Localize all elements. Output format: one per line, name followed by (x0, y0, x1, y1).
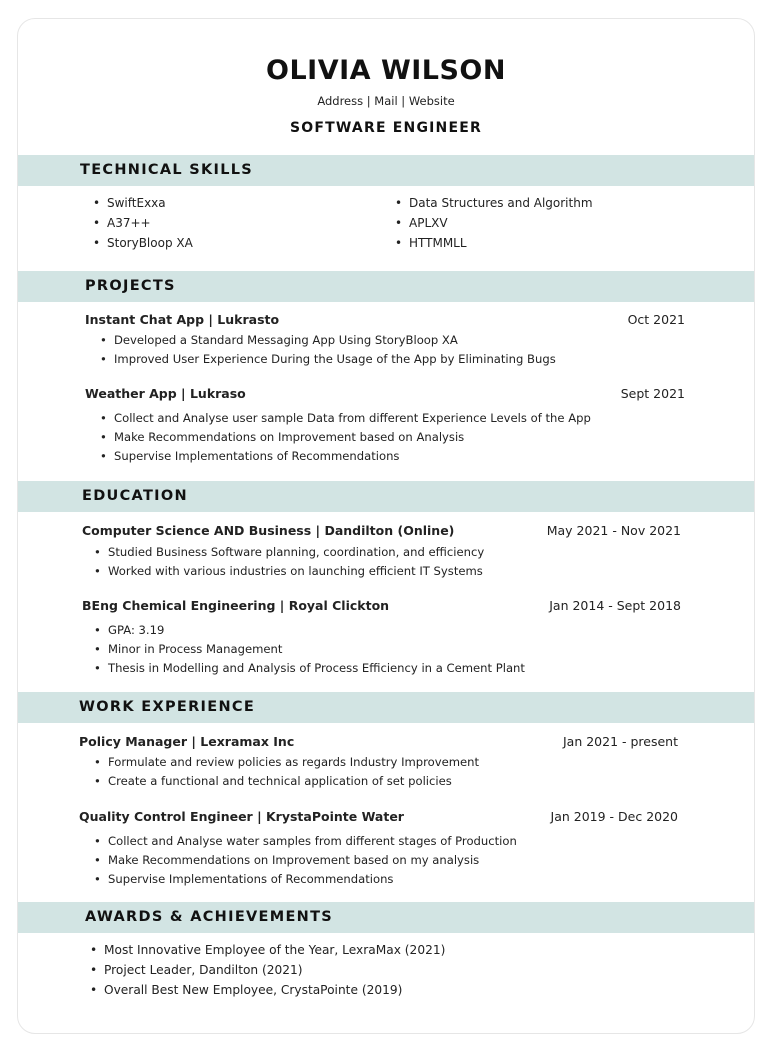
skill-item: • StoryBloop XA (107, 236, 193, 250)
skill-item: • A37++ (107, 216, 151, 230)
contact-line: Address | Mail | Website (317, 94, 455, 108)
award-item: • Overall Best New Employee, CrystaPointe (2019) (104, 983, 402, 997)
entry-date: Jan 2014 - Sept 2018 (549, 598, 681, 613)
section-title-education: EDUCATION (82, 488, 188, 504)
entry-date: May 2021 - Nov 2021 (546, 523, 681, 538)
entry-date: Jan 2019 - Dec 2020 (550, 809, 678, 824)
entry-bullet: • Collect and Analyse water samples from different stages of Production (108, 832, 517, 851)
skill-item: • APLXV (409, 216, 448, 230)
section-band-education (18, 481, 754, 512)
entry-bullet: • Make Recommendations on Improvement based on my analysis (108, 851, 479, 870)
entry-title: Weather App | Lukraso (85, 386, 246, 401)
section-band-skills (18, 155, 754, 186)
entry-date: Sept 2021 (620, 386, 685, 401)
entry-bullet: • Studied Business Software planning, coordination, and efficiency (108, 543, 484, 562)
section-title-awards: AWARDS & ACHIEVEMENTS (85, 909, 334, 925)
entry-bullet: • Supervise Implementations of Recommendations (108, 870, 393, 889)
entry-bullet: • Minor in Process Management (108, 640, 282, 659)
entry-bullet: • Collect and Analyse user sample Data from different Experience Levels of the App (114, 409, 591, 428)
resume-page (17, 18, 755, 1034)
candidate-name: OLIVIA WILSON (266, 55, 506, 86)
entry-bullet: • GPA: 3.19 (108, 621, 164, 640)
section-title-work: WORK EXPERIENCE (79, 699, 256, 715)
job-title: SOFTWARE ENGINEER (290, 120, 482, 136)
entry-title: Quality Control Engineer | KrystaPointe Water (79, 809, 404, 824)
entry-title: Computer Science AND Business | Dandilton (Online) (82, 523, 455, 538)
section-band-awards (18, 902, 754, 933)
section-title-projects: PROJECTS (85, 278, 176, 294)
entry-bullet: • Create a functional and technical application of set policies (108, 772, 452, 791)
entry-bullet: • Improved User Experience During the Usage of the App by Eliminating Bugs (114, 350, 556, 369)
award-item: • Most Innovative Employee of the Year, LexraMax (2021) (104, 943, 445, 957)
section-title-skills: TECHNICAL SKILLS (80, 162, 254, 178)
entry-title: Policy Manager | Lexramax Inc (79, 734, 295, 749)
section-band-projects (18, 271, 754, 302)
entry-bullet: • Worked with various industries on launching efficient IT Systems (108, 562, 483, 581)
entry-bullet: • Thesis in Modelling and Analysis of Process Efficiency in a Cement Plant (108, 659, 525, 678)
entry-title: BEng Chemical Engineering | Royal Clickton (82, 598, 390, 613)
entry-date: Oct 2021 (627, 312, 685, 327)
entry-date: Jan 2021 - present (562, 734, 678, 749)
entry-title: Instant Chat App | Lukrasto (85, 312, 280, 327)
entry-bullet: • Formulate and review policies as regards Industry Improvement (108, 753, 479, 772)
entry-bullet: • Make Recommendations on Improvement based on Analysis (114, 428, 464, 447)
entry-bullet: • Developed a Standard Messaging App Using StoryBloop XA (114, 331, 458, 350)
section-band-work (18, 692, 754, 723)
entry-bullet: • Supervise Implementations of Recommendations (114, 447, 399, 466)
skill-item: • SwiftExxa (107, 196, 166, 210)
award-item: • Project Leader, Dandilton (2021) (104, 963, 303, 977)
skill-item: • Data Structures and Algorithm (409, 196, 593, 210)
skill-item: • HTTMMLL (409, 236, 467, 250)
